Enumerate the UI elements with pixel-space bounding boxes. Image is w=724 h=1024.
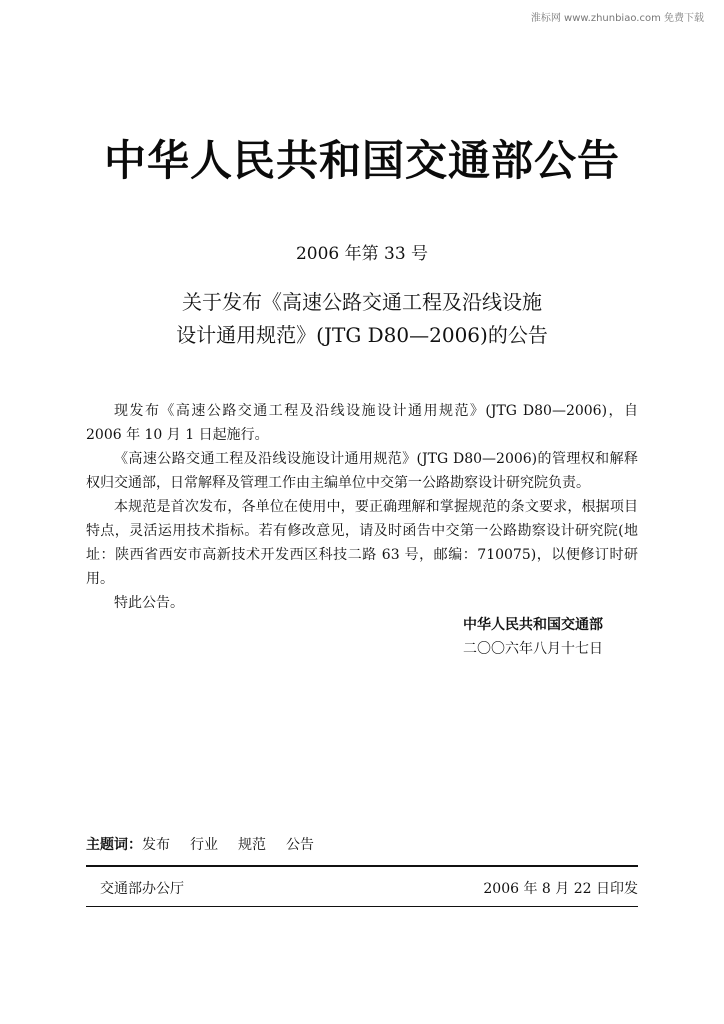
footer-divider-top (86, 865, 638, 867)
keyword-item: 规范 (238, 837, 266, 853)
issue-number: 2006 年第 33 号 (295, 244, 429, 264)
body-paragraph-2: 《高速公路交通工程及沿线设施设计通用规范》(JTG D80—2006)的管理权和解释权归交通部，日常解释及管理工作由主编单位中交第一公路勘察设计研究院负责。 (86, 451, 638, 491)
keywords-line (86, 834, 334, 854)
body-paragraph-1: 现发布《高速公路交通工程及沿线设施设计通用规范》(JTG D80—2006)，自 2006 年 10 月 1 日起施行。 (86, 403, 638, 443)
print-date: 2006 年 8 月 22 日印发 (483, 881, 638, 897)
signing-organization: 中华人民共和国交通部 (463, 617, 603, 633)
announcement-subject (0, 286, 724, 352)
keyword-item: 行业 (190, 837, 218, 853)
announcement-body (86, 399, 638, 615)
keyword-item: 发布 (142, 837, 170, 853)
watermark-text: 淮标网 www.zhunbiao.com 免费下载 (530, 13, 704, 24)
footer-divider-bottom (86, 906, 638, 907)
page-title: 中华人民共和国交通部公告 (103, 136, 620, 185)
body-paragraph-4: 特此公告。 (114, 595, 184, 611)
issuing-office: 交通部办公厅 (100, 881, 184, 897)
subject-line-1: 关于发布《高速公路交通工程及沿线设施 (182, 290, 542, 314)
subject-line-2: 设计通用规范》(JTG D80—2006)的公告 (176, 323, 548, 347)
keyword-item: 公告 (286, 837, 314, 853)
keywords-label: 主题词： (86, 837, 142, 853)
body-paragraph-3: 本规范是首次发布，各单位在使用中，要正确理解和掌握规范的条文要求，根据项目特点，灵活运用技术指标。若有修改意见，请及时函告中交第一公路勘察设计研究院(地址：陕西省西安市高新技术开发西区科技二路 63 号，邮编：710075)，以便修订时研用。 (86, 499, 638, 587)
signing-date: 二〇〇六年八月十七日 (463, 641, 603, 657)
